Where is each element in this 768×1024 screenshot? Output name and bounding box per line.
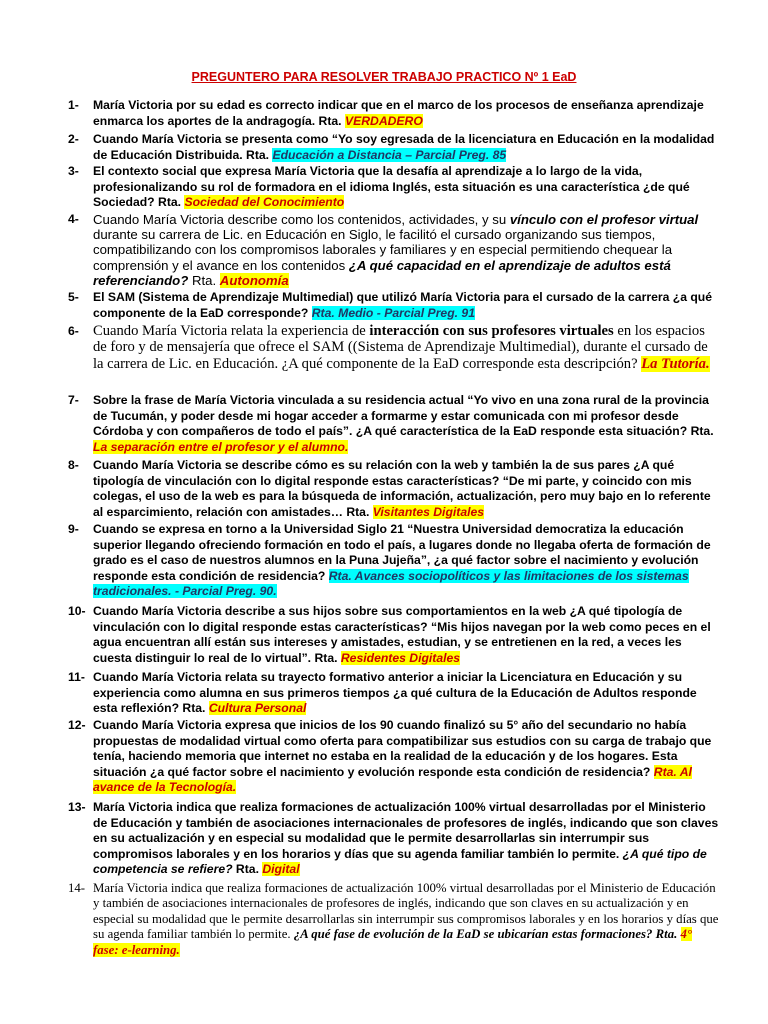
question-1 [68,98,720,129]
question-text: Rta. [232,862,263,877]
question-emphasis: ¿A qué capacidad en el aprendizaje de adultos está referenciando? [93,257,671,288]
question-3 [68,164,720,211]
question-emphasis: interacción con sus profesores virtuales [369,323,614,339]
question-4 [68,212,720,288]
question-text: Cuando se expresa en torno a la Universidad Siglo 21 “Nuestra Universidad democratiza la educación superior llegando ofreciendo formación en todo el país, a lugares donde no llegaba oferta de formación de grado es el caso de nuestros alumnos en la Puna Jujeña”, ¿a qué factor sobre el nacimiento y evolución responde esta condición de residencia? [93,522,711,583]
question-text: Cuando María Victoria describe a sus hijos sobre sus comportamientos en la web ¿A qué tipología de vinculación con lo digital responde estas características? “Mis hijos navegan por la web como peces en el agua encuentran allí están sus intereses y amistades, estudian, y se entretienen en la red, a veces les cuesta distinguir lo real de lo virtual”. Rta. [93,604,711,665]
question-number: 12- [68,718,86,732]
question-5 [68,290,720,321]
question-number: 4- [68,212,79,226]
question-11 [68,670,720,717]
document-title: PREGUNTERO PARA RESOLVER TRABAJO PRACTICO Nº 1 EaD [191,70,577,84]
answer-highlight: Residentes Digitales [340,650,461,665]
question-number: 10- [68,604,86,618]
answer-highlight: Educación a Distancia – Parcial Preg. 85 [272,147,507,162]
question-12 [68,718,720,796]
question-emphasis: ¿A qué tipo de competencia se refiere? [93,846,707,877]
question-number: 9- [68,522,79,536]
question-13 [68,800,720,878]
question-number: 3- [68,164,79,178]
answer-highlight: Digital [262,862,300,877]
question-14 [68,881,720,958]
question-text: Cuando María Victoria relata su trayecto formativo anterior a iniciar la Licenciatura en Educación y su experiencia como alumna en sus primeros tiempos ¿a qué cultura de la Educación de Adultos responde esta reflexión? Rta. [93,670,697,716]
question-number: 14- [68,881,86,895]
question-text: Cuando María Victoria relata la experiencia de [93,323,370,339]
question-number: 8- [68,458,79,472]
question-text: Sobre la frase de María Victoria vinculada a su residencia actual “Yo vivo en una zona rural de la provincia de Tucumán, y poder desde mi hogar acceder a formarme y estar comunicada con mi profesor desde Córdoba y con compañeros de todo el país”. ¿A qué característica de la EaD responde esta situación? Rta. [93,393,714,439]
answer-highlight: Rta. Medio - Parcial Preg. 91 [311,305,475,320]
answer-highlight: 4° fase: e-learning. [93,927,693,957]
question-text: durante su carrera de Lic. en Educación en Siglo, le facilitó el cursado organizando sus tiempos, compatibilizando con los compromisos laborales y familiares y en especial permitiendo chequear la comprensión y el avance en los contenidos [93,227,673,273]
question-2 [68,132,720,163]
question-emphasis: vínculo con el profesor virtual [509,212,699,227]
question-number: 6- [68,324,79,338]
answer-highlight: Autonomía [219,272,289,288]
question-text: María Victoria indica que realiza formaciones de actualización 100% virtual desarrolladas por el Ministerio de Educación y también de asociaciones internacionales de profesores de inglés, indicando que son claves en su actualización y en especial su modalidad que le permite desarrollarlas sin interrumpir sus compromisos laborales y en los horarios y días que su agenda familiar también lo permite. [93,881,719,942]
answer-highlight: La Tutoría. [641,355,710,372]
answer-highlight: Visitantes Digitales [372,504,485,519]
answer-highlight: Sociedad del Conocimiento [184,195,345,210]
question-text: en los espacios de foro y de mensajería que ofrece el SAM ((Sistema de Aprendizaje Multimedial), durante el cursado de la carrera de Lic. en Educación. ¿A qué componente de la EaD corresponde esta descripción? [93,323,708,372]
question-text: Cuando María Victoria expresa que inicios de los 90 cuando finalizó su 5° año del secundario no había propuestas de modalidad virtual como oferta para compatibilizar sus estudios con su carga de trabajo que tenía, haciendo memoria que internet no estaba en la realidad de la educación y de los hogares. Esta situación ¿a qué factor sobre el nacimiento y evolución responde esta condición de residencia? [93,718,712,779]
question-text: Rta. [188,272,220,288]
question-number: 13- [68,800,86,814]
question-text: El contexto social que expresa María Victoria que la desafía al aprendizaje a lo largo de la vida, profesionalizando su rol de formadora en el idioma Inglés, esta situación es una característica ¿de qué Sociedad? Rta. [93,164,690,210]
answer-highlight: Cultura Personal [208,701,307,716]
answer-highlight: VERDADERO [344,113,423,128]
question-number: 5- [68,290,79,304]
question-6 [68,323,720,372]
answer-highlight: Rta. Avances sociopolíticos y las limitaciones de los sistemas tradicionales. - Parcial Preg. 90. [93,568,689,599]
question-text: María Victoria por su edad es correcto indicar que en el marco de los procesos de enseñanza aprendizaje enmarca los aportes de la andragogía. Rta. [93,98,704,128]
answer-highlight: La separación entre el profesor y el alumno. [93,439,349,454]
question-9 [68,522,720,600]
question-number: 2- [68,132,79,146]
question-emphasis: ¿A qué fase de evolución de la EaD se ubicarían estas formaciones? Rta. [293,927,681,942]
answer-highlight: Rta. Al avance de la Tecnología. [93,764,692,795]
question-8 [68,458,720,520]
question-number: 11- [68,670,85,684]
question-number: 1- [68,98,79,112]
question-number: 7- [68,393,79,407]
question-text: Cuando María Victoria se describe cómo es su relación con la web y también la de sus pares ¿A qué tipología de vinculación con lo digital responde estas características? “De mi parte, y coincido con mis colegas, el uso de la web es para la búsqueda de información, actualización, pero muy bajo en lo referente al esparcimiento, relación con amistades… Rta. [93,458,711,519]
question-7 [68,393,720,455]
question-10 [68,604,720,666]
question-text: Cuando María Victoria se presenta como “Yo soy egresada de la licenciatura en Educación en la modalidad de Educación Distribuida. Rta. [93,132,715,162]
question-text: María Victoria indica que realiza formaciones de actualización 100% virtual desarrolladas por el Ministerio de Educación y también de asociaciones internacionales de profesores de inglés, indicando que son claves en su actualización y en especial su modalidad que le permite desarrollarlas sin interrumpir sus compromisos laborales y en los horarios y días que su agenda familiar también lo permite. [93,800,719,861]
question-text: Cuando María Victoria describe como los contenidos, actividades, y su [93,212,510,227]
question-text: El SAM (Sistema de Aprendizaje Multimedial) que utilizó María Victoria para el cursado de la carrera ¿a qué componente de la EaD corresponde? [93,290,713,320]
